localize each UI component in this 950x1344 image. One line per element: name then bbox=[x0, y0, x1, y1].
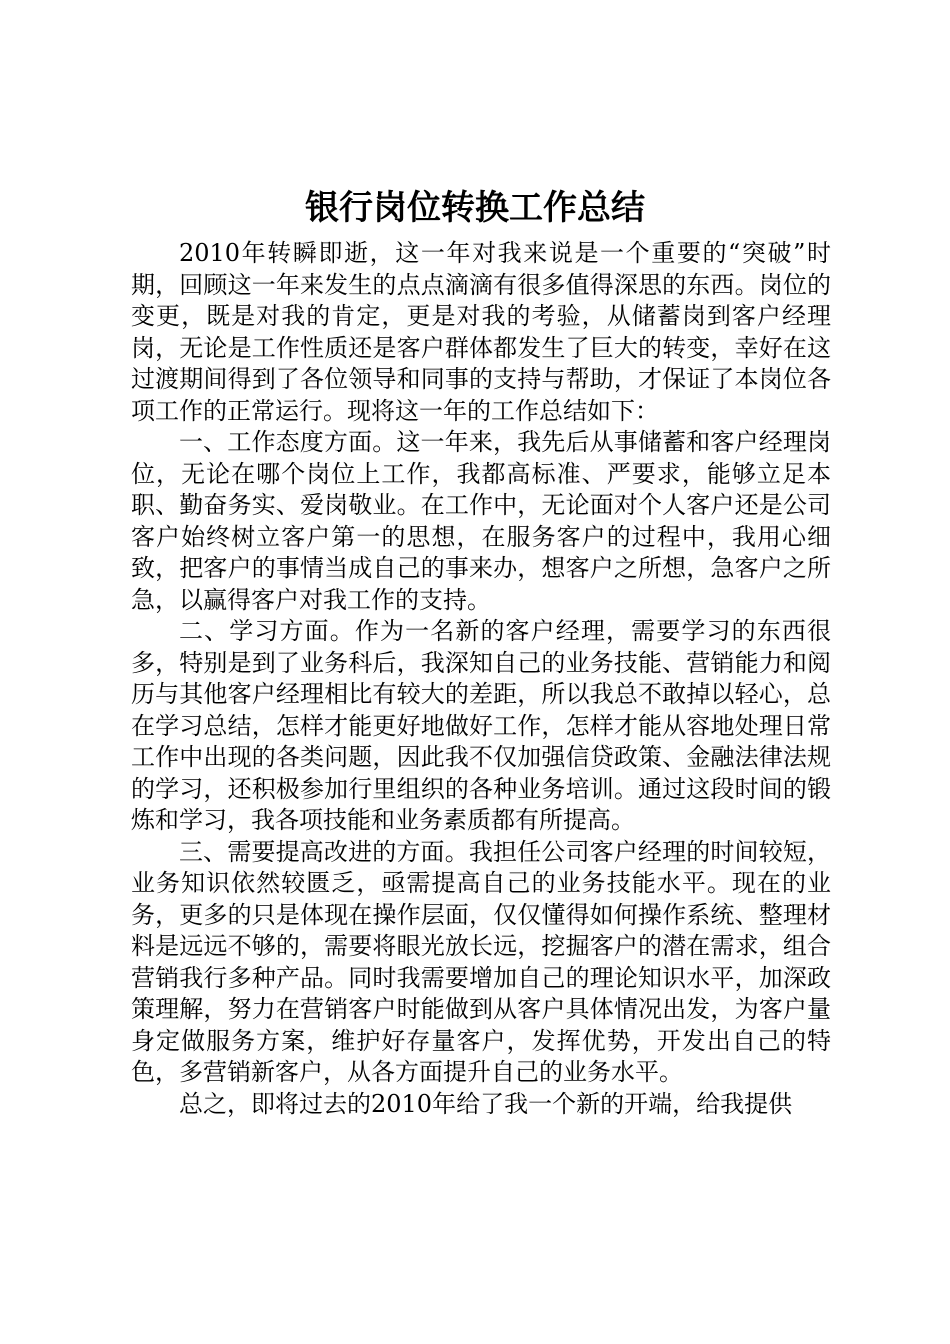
paragraph-work-attitude: 一、工作态度方面。这一年来，我先后从事储蓄和客户经理岗位，无论在哪个岗位上工作，我都高标准、严要求，能够立足本职、勤奋务实、爱岗敬业。在工作中，无论面对个人客户还是公司客户始终树立客户第一的思想，在服务客户的过程中，我用心细致，把客户的事情当成自己的事来办，想客户之所想，急客户之所急，以赢得客户对我工作的支持。 bbox=[131, 428, 831, 614]
document-title: 银行岗位转换工作总结 bbox=[305, 188, 645, 228]
document-body bbox=[131, 238, 831, 1120]
paragraph-intro: 2010年转瞬即逝，这一年对我来说是一个重要的“突破”时期，回顾这一年来发生的点点滴滴有很多值得深思的东西。岗位的变更，既是对我的肯定，更是对我的考验，从储蓄岗到客户经理岗，无论是工作性质还是客户群体都发生了巨大的转变，幸好在这过渡期间得到了各位领导和同事的支持与帮助，才保证了本岗位各项工作的正常运行。现将这一年的工作总结如下： bbox=[131, 239, 831, 425]
paragraph-learning: 二、学习方面。作为一名新的客户经理，需要学习的东西很多，特别是到了业务科后，我深知自己的业务技能、营销能力和阅历与其他客户经理相比有较大的差距，所以我总不敢掉以轻心，总在学习总结，怎样才能更好地做好工作，怎样才能从容地处理日常工作中出现的各类问题，因此我不仅加强信贷政策、金融法律法规的学习，还积极参加行里组织的各种业务培训。通过这段时间的锻炼和学习，我各项技能和业务素质都有所提高。 bbox=[131, 617, 831, 834]
paragraph-conclusion: 总之，即将过去的2010年给了我一个新的开端，给我提供 bbox=[179, 1089, 793, 1118]
paragraph-improvement: 三、需要提高改进的方面。我担任公司客户经理的时间较短，业务知识依然较匮乏，亟需提高自己的业务技能水平。现在的业务，更多的只是体现在操作层面，仅仅懂得如何操作系统、整理材料是远远不够的，需要将眼光放长远，挖掘客户的潜在需求，组合营销我行多种产品。同时我需要增加自己的理论知识水平，加深政策理解，努力在营销客户时能做到从客户具体情况出发，为客户量身定做服务方案，维护好存量客户，发挥优势，开发出自己的特色，多营销新客户，从各方面提升自己的业务水平。 bbox=[131, 837, 831, 1086]
